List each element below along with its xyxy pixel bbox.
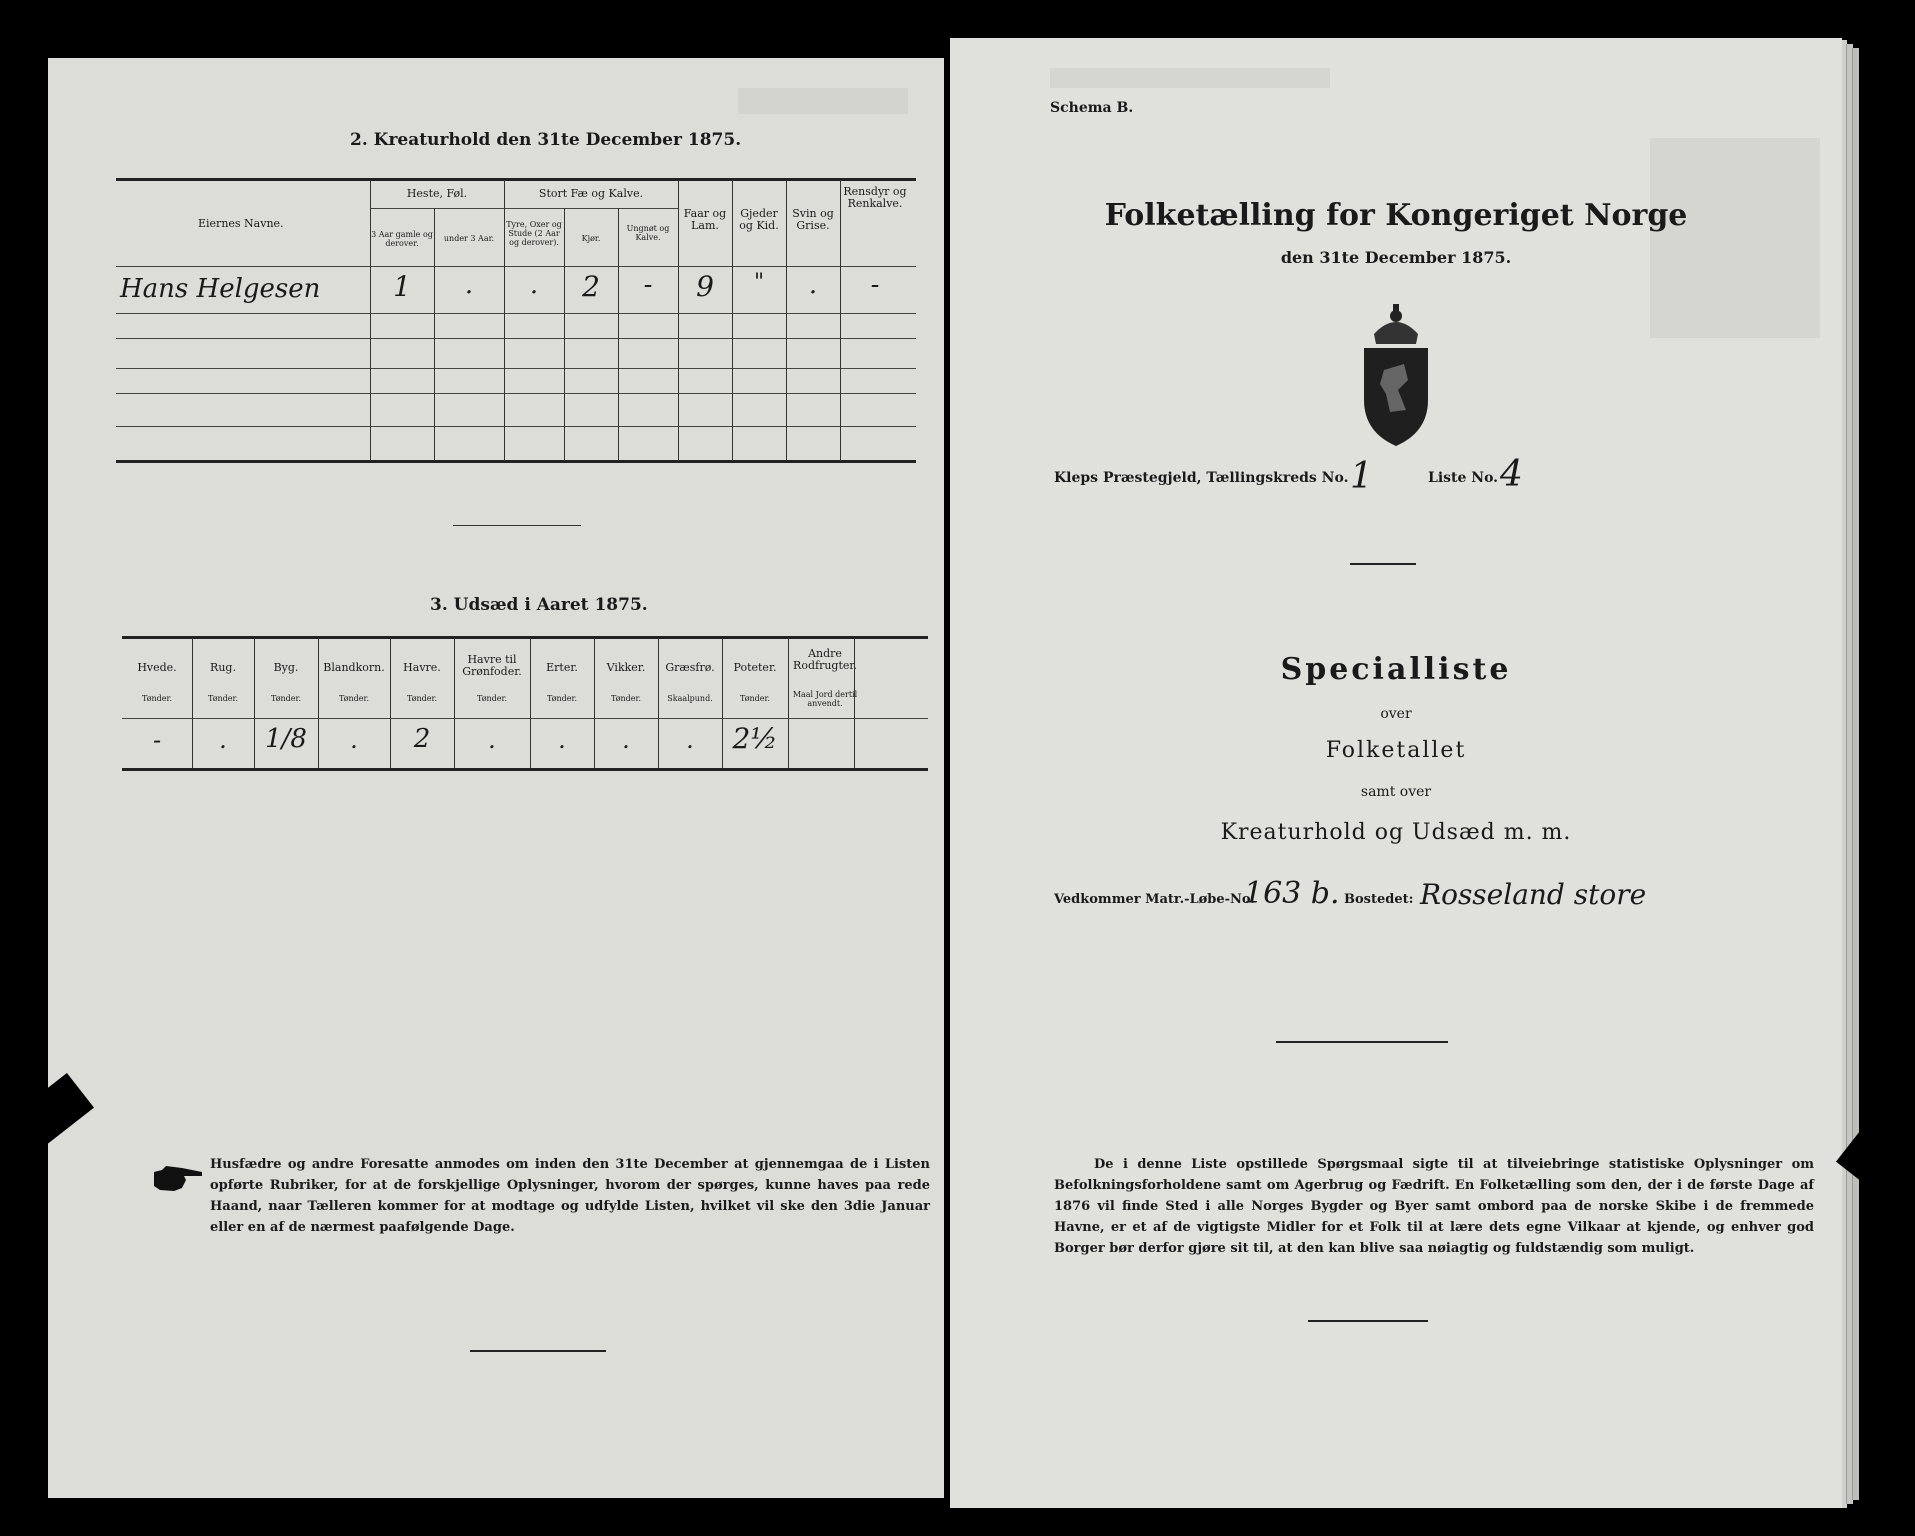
notice-text: Husfædre og andre Foresatte anmodes om inden den 31te December at gjennemgaa de i Listen opførte Rubriker, for at de forskjellige Oplysninger, hvorom der spørges, kunne haves paa rede Haand, naar Tælleren kommer for at modtage og udfylde Listen, hvilket vil ske den 3die Januar eller en af de nærmest paafølgende Dage. <box>210 1157 930 1235</box>
pointing-hand-icon <box>152 1164 204 1194</box>
main-title: Folketælling for Kongeriget Norge <box>1104 198 1688 233</box>
potatoes-value: 2½ <box>732 722 778 755</box>
wheat-value: - <box>152 726 162 754</box>
barley-header: Byg. <box>273 661 299 674</box>
right-page <box>950 38 1842 1508</box>
horses-header: Heste, Føl. <box>406 187 468 200</box>
oats-value: 2 <box>413 724 431 754</box>
barley-value: 1/8 <box>265 724 307 754</box>
specialliste-heading: Specialliste <box>1280 652 1512 687</box>
census-date: den 31te December 1875. <box>1280 248 1512 267</box>
vetch-value: . <box>622 726 630 754</box>
liste-number: 4 <box>1500 454 1523 495</box>
reindeer-value: - <box>870 270 880 300</box>
matr-label: Vedkommer Matr.-Løbe-No. <box>1054 892 1255 907</box>
over-text: over <box>1380 706 1412 722</box>
bosted-value: Rosseland store <box>1420 878 1647 911</box>
mixed-grain-value: . <box>350 726 358 754</box>
mixed-grain-header: Blandkorn. <box>323 661 385 674</box>
table-top-rule <box>116 178 916 181</box>
horses-3yr-value: 1 <box>393 270 411 303</box>
wheat-header: Hvede. <box>137 661 177 674</box>
young-cattle-value: - <box>643 270 653 300</box>
rye-header: Rug. <box>210 661 236 674</box>
potatoes-header: Poteter. <box>733 661 777 674</box>
owner-header: Eiernes Navne. <box>198 217 284 230</box>
vetch-header: Vikker. <box>606 661 646 674</box>
pigs-header: Svin og Grise. <box>792 207 834 232</box>
cows-header: Kjør. <box>581 234 601 243</box>
cows-value: 2 <box>582 270 600 303</box>
table-bottom-rule <box>116 460 916 463</box>
reindeer-header: Rensdyr og Renkalve. <box>843 185 907 210</box>
section-2-title: 2. Kreaturhold den 31te December 1875. <box>350 130 742 150</box>
bulls-value: . <box>529 270 539 300</box>
horses-under3-value: . <box>464 270 474 300</box>
info-paragraph: De i denne Liste opstillede Spørgsmaal sigte til at tilveiebringe statistiske Oplysninger om Befolkningsforholdene samt om Agerbrug og Fædrift. En Folketælling som den, der i de første Dage af 1876 vil finde Sted i alle Norges Bygder og Byer samt ombord paa de norske Skibe i de fremmede Havne, er et af de vigtigste Midler for et Folk til at lære dets egne Vilkaar at kjende, og enhver god Borger bør derfor gjøre sit til, at den kan blive saa nøiagtig og fuldstændig som muligt. <box>1054 1157 1814 1256</box>
folketallet-heading: Folketallet <box>1325 738 1467 763</box>
horses-3yr-header: 3 Aar gamle og derover. <box>371 230 433 248</box>
grass-seed-value: . <box>686 726 694 754</box>
divider <box>453 525 581 526</box>
cattle-header: Stort Fæ og Kalve. <box>538 187 644 200</box>
peas-header: Erter. <box>546 661 578 674</box>
other-root-header: Andre Rodfrugter. <box>793 647 857 672</box>
section-3-title: 3. Udsæd i Aaret 1875. <box>430 595 648 615</box>
grass-seed-header: Græsfrø. <box>665 661 715 674</box>
bottom-divider <box>470 1350 606 1352</box>
owner-name: Hans Helgesen <box>120 274 321 304</box>
liste-label: Liste No. <box>1428 470 1499 486</box>
oats-header: Havre. <box>403 661 441 674</box>
kreaturhold-heading: Kreaturhold og Udsæd m. m. <box>1220 820 1572 845</box>
horses-under3-header: under 3 Aar. <box>443 234 495 243</box>
green-oats-header: Havre til Grønfoder. <box>462 653 522 678</box>
bosted-label: Bostedet: <box>1344 892 1414 907</box>
schema-label: Schema B. <box>1050 100 1134 116</box>
bulls-header: Tyre, Oxer og Stude (2 Aar og derover). <box>506 220 562 247</box>
samt-over-text: samt over <box>1360 784 1432 800</box>
goats-value: " <box>753 270 765 295</box>
coat-of-arms-icon <box>1346 300 1446 450</box>
green-oats-value: . <box>488 726 496 754</box>
young-cattle-header: Ungnøt og Kalve. <box>626 224 670 242</box>
pigs-value: . <box>808 270 818 300</box>
peas-value: . <box>558 726 566 754</box>
sheep-header: Faar og Lam. <box>683 207 727 232</box>
bleed-through <box>738 88 908 114</box>
left-page: 2. Kreaturhold den 31te December 1875. Eiernes Navne. Heste, Føl. 3 Aar gamle og derover. under 3 Aar. Stort Fæ og Kalve. Tyre, Oxer og Stude (2 Aar og derover). Kjør. Ungnøt og Kalve. Faar og Lam. Gjeder og Kid. Svin og Grise. Rensdyr og Renkalve. Hans Helgesen 1 . . 2 - 9 " . - 3. Udsæd i Aaret 1875. Hvede. Rug. Byg. Blandkorn. Havre. Havre til Grønfoder. Erter. Vikker. Græsfrø. Poteter. Andre Rodfrugter. Tønder. Tønder. Tønder. Tønder. Tønder. Tønder. Tønder. Tønder. Skaalpund. Tønder. Maal Jord dertil anvendt. - . 1/8 . 2 . . . . 2½ Husfædre og andre Foresatte anmodes om inden den 31te December at gjennemgaa de i Listen opførte Rubriker, for at de forskjellige Oplysninger, hvorom der spørges, kunne haves paa rede Haand, naar Tælleren kommer for at modtage og udfylde Listen, hvilket vil ske den 3die Januar eller en af de nærmest paafølgende Dage. <box>48 58 944 1498</box>
kreds-number: 1 <box>1350 456 1373 497</box>
goats-header: Gjeder og Kid. <box>739 207 779 232</box>
sheep-value: 9 <box>696 270 714 303</box>
rye-value: . <box>219 726 227 754</box>
prestegjeld-label: Kleps Præstegjeld, Tællingskreds No. <box>1054 470 1349 486</box>
matr-number: 163 b. <box>1244 876 1340 911</box>
